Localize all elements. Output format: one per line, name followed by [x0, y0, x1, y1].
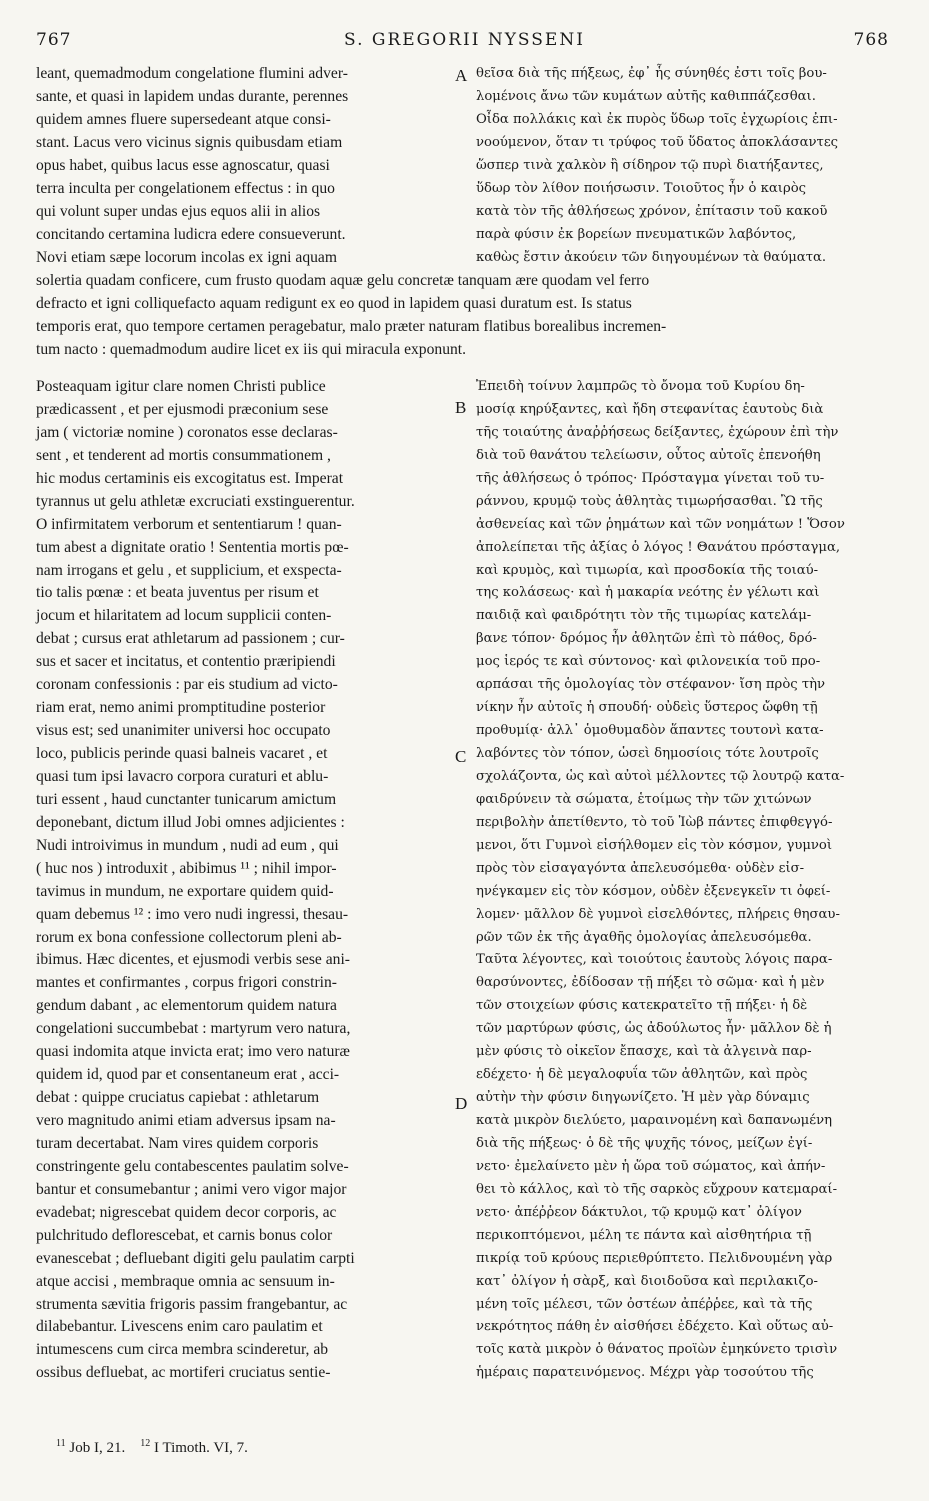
latin-text-line: sante, et quasi in lapidem undas durante, perennes: [36, 87, 349, 105]
latin-text-line: vero magnitudo animi etiam adversus ipsam na-: [36, 1112, 336, 1129]
latin-text-line: quasi tum ipsi lavacro corpora curaturi et ablu-: [36, 767, 329, 785]
latin-text-line: constringente gelu contabescentes paulatim solve-: [36, 1157, 349, 1175]
margin-marker-c: C: [455, 747, 467, 766]
greek-text-line: μος ἱερός τε καὶ σύντονος· καὶ φιλονεικία τοῦ προ-: [476, 654, 821, 670]
latin-text-line: dilabebantur. Livescens enim caro paulatim et: [36, 1318, 323, 1336]
latin-text-line: nam irrogans et gelu , et supplicium, et exspecta-: [36, 561, 342, 579]
latin-text-line: deponebant, dictum illud Jobi omnes adjicientes :: [36, 813, 345, 831]
greek-text-line: φαιδρύνειν τὰ σώματα, ἑτοίμως τὴν τῶν χιτώνων: [476, 791, 812, 807]
latin-text-line: ibimus. Hæc dicentes, et ejusmodi verbis sese ani-: [36, 951, 350, 969]
margin-marker-b: B: [455, 398, 467, 417]
latin-text-line: jam ( victoriæ nomine ) coronatos esse declaras-: [36, 423, 338, 441]
greek-text-line: μενοι, ὅτι Γυμνοὶ εἰσήλθομεν εἰς τὸν κόσμον, γυμνοὶ: [476, 837, 833, 853]
greek-column-top: [476, 63, 838, 269]
greek-text-line: θει τὸ κάλλος, καὶ τὸ τῆς σαρκὸς εὔχρουν κατεμαραί-: [476, 1181, 838, 1197]
greek-text-line: ὥσπερ τινὰ χαλκὸν ἢ σίδηρον τῷ πυρὶ διατήξαντες,: [476, 157, 824, 173]
latin-text-line: temporis erat, quo tempore certamen peragebatur, malo præter naturam flatibus borealibus incremen-: [36, 317, 667, 335]
latin-text-line: quam debemus ¹² : imo vero nudi ingressi, thesau-: [36, 905, 349, 923]
latin-text-line: atque accisi , membraque omnia ac sensuum in-: [36, 1272, 335, 1290]
greek-text-line: μὲν φύσις τὸ οἰκεῖον ἔπασχε, καὶ τὰ ἀλγεινὰ παρ-: [476, 1044, 812, 1060]
greek-text-line: νοούμενον, ὅταν τι τρύφος τοῦ ὕδατος ἀποκλάσαντες: [476, 134, 839, 150]
greek-column-bottom: [476, 376, 845, 1385]
greek-text-line: κατὰ μικρὸν διελύετο, μαραινομένη καὶ δαπανωμένη: [476, 1113, 832, 1128]
greek-text-line: ἡμέραις παρατεινόμενος. Μέχρι γὰρ τοσούτου τῆς: [476, 1365, 814, 1381]
page-number-left: 767: [36, 30, 72, 50]
latin-text-line: visus est; sed unanimiter universi hoc occupato: [36, 722, 331, 740]
latin-column-bottom: [36, 376, 355, 1385]
latin-text-line: tyrannus ut gelu athletæ excruciati exstinguerentur.: [36, 492, 355, 510]
latin-text-line: rorum ex bona confessione collectorum pleni ab-: [36, 928, 342, 946]
latin-text-line: terra inculta per congelationem effectus : in quo: [36, 179, 335, 197]
latin-text-line: Posteaquam igitur clare nomen Christi publice: [36, 378, 326, 395]
greek-text-line: Ἐπειδὴ τοίνυν λαμπρῶς τὸ ὄνομα τοῦ Κυρίου δη-: [476, 379, 805, 394]
greek-text-line: εδέχετο· ἡ δὲ μεγαλοφυΐα τῶν ἀθλητῶν, καὶ πρὸς: [476, 1067, 808, 1083]
greek-text-line: νεκρότητος πάθη ἐν αἰσθήσει ἐδέχετο. Καὶ οὕτως αὐ-: [476, 1319, 834, 1335]
latin-text-line: O infirmitatem verborum et sententiarum ! quan-: [36, 515, 342, 533]
greek-text-line: της κολάσεως· καὶ ἡ μακαρία νεότης ἐν γέλωτι καὶ: [476, 585, 820, 601]
latin-text-line: opus habet, quibus lacus esse agnoscatur, quasi: [36, 156, 330, 174]
greek-text-line: τοῖς κατὰ μικρὸν ὁ θάνατος προϊὼν ἐμηκύνετο τρισὶν: [476, 1342, 838, 1358]
greek-text-line: διὰ τοῦ θανάτου τελείωσιν, οὗτος αὐτοῖς ἐπενοήθη: [476, 447, 821, 463]
greek-text-line: τῶν μαρτύρων φύσις, ὡς ἀδούλωτος ἦν· μᾶλλον δὲ ἡ: [476, 1021, 832, 1037]
footnote-11-text: Job I, 21.: [69, 1440, 126, 1456]
latin-text-line: intumescens cum circa membra scinderetur, ab: [36, 1341, 329, 1359]
greek-text-line: πρὸς τὸν εἰσαγαγόντα ἀπελευσόμεθα· οὐδὲν εἰσ-: [476, 860, 805, 876]
greek-text-line: τῆς ἀθλήσεως ὁ τρόπος· Πρόσταγμα γίνεται τοῦ τυ-: [476, 470, 825, 486]
latin-text-line: sent , et tenderent ad mortis consummationem ,: [36, 446, 331, 464]
latin-text-line: turam decertabat. Nam vires quidem corporis: [36, 1134, 319, 1152]
running-title: S. GREGORII NYSSENI: [344, 30, 585, 50]
latin-text-line: turi essent , haud cunctanter tunicarum amictum: [36, 790, 337, 808]
latin-text-line: tum abest a dignitate oratio ! Sententia mortis pœ-: [36, 538, 349, 556]
greek-text-line: αρπάσαι τῆς ὁμολογίας τὸν στέφανον· ἴση πρὸς τὴν: [476, 677, 826, 693]
margin-marker-a: A: [455, 66, 468, 85]
latin-text-line: Novi etiam sæpe locorum incolas ex igni aquam: [36, 248, 337, 266]
latin-column-top: [36, 63, 348, 269]
latin-text-line: evanescebat ; defluebant digiti gelu paulatim carpti: [36, 1249, 355, 1267]
footnotes: [56, 1438, 248, 1457]
latin-text-line: hic modus certaminis eis excogitatus est. Imperat: [36, 469, 344, 487]
greek-text-line: καθὼς ἔστιν ἀκούειν τῶν διηγουμένων τὰ θαύματα.: [476, 249, 827, 265]
latin-text-line: coronam confessionis : par eis studium ad victo-: [36, 676, 338, 694]
footnote-11-number: 11: [56, 1438, 66, 1449]
greek-text-line: Οἶδα πολλάκις καὶ ἐκ πυρὸς ὕδωρ τοῖς ἐγχωρίοις ἐπι-: [476, 111, 838, 127]
latin-text-line: stant. Lacus vero vicinus signis quibusdam etiam: [36, 133, 343, 151]
latin-text-line: quasi indomita atque invicta erat; imo vero naturæ: [36, 1043, 350, 1061]
greek-text-line: προθυμίᾳ· ἀλλ᾽ ὁμοθυμαδὸν ἅπαντες τουτονὶ κατα-: [476, 723, 824, 739]
greek-text-line: καὶ κρυμὸς, καὶ τιμωρία, καὶ προσδοκία τῆς τοιαύ-: [476, 562, 819, 578]
greek-text-line: λαβόντες τὸν τόπον, ὡσεὶ δημοσίοις τότε λουτροῖς: [476, 746, 819, 761]
latin-text-line: jocum et hilaritatem ad locum supplicii conten-: [36, 607, 332, 625]
greek-text-line: αὐτὴν τὴν φύσιν διηγωνίζετο. Ἡ μὲν γὰρ δύναμις: [476, 1090, 810, 1106]
greek-text-line: κατὰ τὸν τῆς ἀθλήσεως χρόνον, ἐπίτασιν τοῦ κακοῦ: [476, 203, 828, 219]
greek-text-line: κατ᾽ ὀλίγον ἡ σὰρξ, καὶ διοιδοῦσα καὶ περιλακιζο-: [476, 1273, 819, 1289]
greek-text-line: θεῖσα διὰ τῆς πήξεως, ἐφ᾽ ἧς σύνηθές ἐστι τοῖς βου-: [476, 66, 827, 81]
footnote-12-number: 12: [140, 1438, 151, 1449]
margin-marker-d: D: [455, 1094, 468, 1113]
greek-text-line: τῆς τοιαύτης ἀναῤῥήσεως δείξαντες, ἐχώρουν ἐπὶ τὴν: [476, 424, 839, 440]
greek-text-line: ηνέγκαμεν εἰς τὸν κόσμον, οὐδὲν ἐξενεγκεῖν τι ὀφεί-: [476, 883, 831, 899]
latin-text-line: mantes et confirmantes , corpus frigori constrin-: [36, 974, 337, 992]
latin-text-line: pulchritudo deflorescebat, et carnis bonus color: [36, 1226, 333, 1244]
greek-text-line: μοσίᾳ κηρύξαντες, καὶ ἤδη στεφανίτας ἑαυτοὺς διὰ: [476, 401, 824, 417]
greek-text-line: νετο· ἐμελαίνετο μὲν ἡ ὥρα τοῦ σώματος, καὶ ἀπήν-: [476, 1158, 826, 1174]
latin-text-line: concitando certamina ludicra edere consueverunt.: [36, 225, 346, 243]
latin-text-line: strumenta sævitia frigoris passim frangebantur, ac: [36, 1295, 348, 1313]
page-number-right: 768: [853, 30, 889, 50]
latin-text-line: qui volunt super undas ejus equos alii in alios: [36, 202, 321, 220]
latin-text-line: loco, publicis perinde quasi balneis vacaret , et: [36, 745, 328, 762]
greek-text-line: μένη τοῖς μέλεσι, τῶν ὀστέων ἀπέῤῥεε, καὶ τὰ τῆς: [476, 1296, 813, 1312]
greek-text-line: Ταῦτα λέγοντες, καὶ τοιούτοις ἑαυτοὺς λόγοις παρα-: [476, 952, 833, 968]
latin-text-line: Nudi introivimus in mundum , nudi ad eum , qui: [36, 836, 339, 854]
latin-text-line: tavimus in mundum, ne exportare quidem quid-: [36, 882, 334, 900]
latin-text-line: leant, quemadmodum congelatione flumini adver-: [36, 65, 348, 82]
greek-text-line: παιδιᾷ καὶ φαιδρότητι τὸν τῆς τιμωρίας κατελάμ-: [476, 608, 812, 624]
latin-text-line: tio talis pœnæ : et beata juventus per risum et: [36, 584, 319, 602]
greek-text-line: διὰ τῆς πήξεως· ὁ δὲ τῆς ψυχῆς τόνος, μείζων ἐγί-: [476, 1135, 813, 1151]
greek-text-line: τῶν στοιχείων φύσις κατεκρατεῖτο τῇ πήξει· ἡ δὲ: [476, 998, 808, 1014]
latin-text-line: congelationi succumbebat : martyrum vero natura,: [36, 1020, 351, 1038]
greek-text-line: ὕδωρ τὸν λίθον ποιήσωσιν. Τοιοῦτος ἦν ὁ καιρὸς: [476, 180, 807, 196]
greek-text-line: λομεν· μᾶλλον δὲ γυμνοὶ εἰσελθόντες, πλήρεις θησαυ-: [476, 906, 840, 922]
latin-text-line: evadebat; nigrescebat quidem decor corporis, ac: [36, 1203, 337, 1221]
latin-text-line: quidem amnes fluere supersedeant atque consi-: [36, 110, 331, 128]
greek-text-line: ράννου, κρυμῷ τοὺς ἀθλητὰς τιμωρήσασθαι. Ὢ τῆς: [476, 493, 823, 509]
greek-text-line: ἀπολείπεται τῆς ἀξίας ὁ λόγος ! Θανάτου πρόσταγμα,: [476, 539, 841, 555]
greek-text-line: πικρίᾳ τοῦ κρύους περιεθρύπτετο. Πελιδνουμένη γὰρ: [476, 1250, 833, 1266]
latin-text-line: debat ; cursus erat athletarum ad passionem ; cur-: [36, 630, 345, 648]
latin-text-line: tum nacto : quemadmodum audire licet ex iis qui miracula exponunt.: [36, 340, 467, 358]
latin-text-line: sus et sacer et incitatus, et contentio præripiendi: [36, 653, 336, 671]
latin-text-line: ossibus defluebat, ac mortiferi cruciatus sentie-: [36, 1364, 331, 1382]
greek-text-line: περιβολὴν ἀπετίθεντο, τὸ τοῦ Ἰὼβ πάντες ἐπιφθεγγό-: [476, 814, 833, 830]
greek-text-line: ἀσθενείας καὶ τῶν ῥημάτων καὶ τῶν νοημάτων ! Ὅσον: [476, 516, 845, 532]
latin-text-line: defracto et igni colliquefacto aquam redigunt ex eo quod in lapidem quasi duratum est. Is status: [36, 294, 632, 312]
latin-text-line: debat : quippe cruciatus capiebat : athletarum: [36, 1089, 320, 1107]
latin-text-line: solertia quadam conficere, cum frusto quodam aquæ gelu concretæ tanquam ære quodam vel ferro: [36, 272, 650, 289]
footnote-12-text: I Timoth. VI, 7.: [153, 1440, 248, 1456]
latin-text-line: prædicassent , et per ejusmodi præconium sese: [36, 400, 329, 418]
greek-text-line: λομένοις ἄνω τῶν κυμάτων αὐτῆς καθιππάζεσθαι.: [476, 88, 816, 104]
full-width-latin-paragraph: [36, 270, 666, 362]
greek-text-line: περικοπτόμενοι, μέλη τε πάντα καὶ αἰσθητήρια τῇ: [476, 1227, 812, 1243]
greek-text-line: θαρσύνοντες, ἐδίδοσαν τῇ πήξει τὸ σῶμα· καὶ ἡ μὲν: [476, 975, 825, 991]
greek-text-line: παρὰ φύσιν ἐκ βορείων πνευματικῶν λαβόντος,: [476, 226, 797, 242]
greek-text-line: βανε τόπον· δρόμος ἦν ἀθλητῶν ἐπὶ τὸ πάθος, δρό-: [476, 631, 817, 647]
latin-text-line: bantur et consumebantur ; animi vero vigor major: [36, 1180, 347, 1198]
latin-text-line: quidem id, quod par et consentaneum erat , acci-: [36, 1066, 340, 1084]
greek-text-line: νετο· ἀπέῤῥεον δάκτυλοι, τῷ κρυμῷ κατ᾽ ὀλίγον: [476, 1204, 802, 1220]
greek-text-line: σχολάζοντα, ὡς καὶ αὐτοὶ μέλλοντες τῷ λουτρῷ κατα-: [476, 768, 845, 784]
latin-text-line: riam erat, nemo animi promptitudine posterior: [36, 699, 326, 717]
greek-text-line: νίκην ἦν αὐτοῖς ἡ σπουδή· οὐδεὶς ὕστερος ὤφθη τῇ: [476, 700, 818, 716]
latin-text-line: gendum dabant , ac elementorum quidem natura: [36, 997, 337, 1015]
latin-text-line: ( huc nos ) introduxit , abibimus ¹¹ ; nihil impor-: [36, 859, 337, 877]
greek-text-line: ρῶν τῶν ἐκ τῆς ἀγαθῆς ὁμολογίας ἀπελευσόμεθα.: [476, 929, 812, 945]
